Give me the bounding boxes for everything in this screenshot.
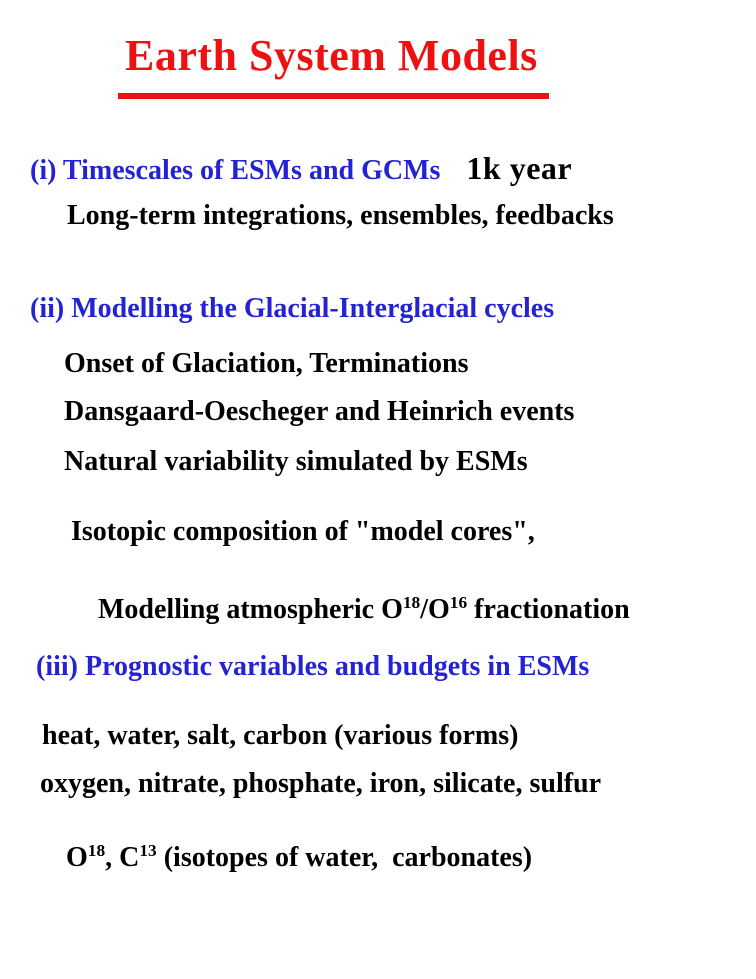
isotopes-text-pre: O [66,841,88,873]
section-iii-line-heat: heat, water, salt, carbon (various forms) [42,720,519,751]
isotopes-text-post: (isotopes of water, carbonates) [156,841,533,873]
slide-title: Earth System Models [125,31,538,80]
section-i-line-integrations: Long-term integrations, ensembles, feedbacks [67,200,614,231]
section-ii-line-variability: Natural variability simulated by ESMs [64,446,528,477]
section-ii-line-fractionation [70,559,630,660]
c-13-superscript: 13 [139,841,157,861]
oxygen-18-superscript: 18 [402,593,421,613]
fractionation-text-pre: Modelling atmospheric O [98,593,403,625]
fractionation-text-post: fractionation [467,593,630,625]
fractionation-text-mid: /O [420,593,450,625]
section-ii-line-glaciation: Onset of Glaciation, Terminations [64,348,469,379]
section-ii-heading: (ii) Modelling the Glacial-Interglacial cycles [30,293,555,324]
section-iii-line-oxygen: oxygen, nitrate, phosphate, iron, silicate, sulfur [40,768,602,799]
section-ii-line-events: Dansgaard-Oescheger and Heinrich events [64,396,575,427]
section-iii-line-isotopes [38,807,532,908]
isotopes-text-mid: , C [105,841,140,873]
title-underline [118,93,549,99]
o-18-superscript: 18 [87,841,106,861]
section-ii-line-isotopic: Isotopic composition of "model cores", [71,516,535,547]
section-i-heading-row [30,149,572,188]
section-i-heading: (i) Timescales of ESMs and GCMs [30,155,441,186]
section-iii-heading: (iii) Prognostic variables and budgets in ESMs [36,651,590,682]
timescale-annotation: 1k year [466,150,573,186]
oxygen-16-superscript: 16 [449,593,468,613]
